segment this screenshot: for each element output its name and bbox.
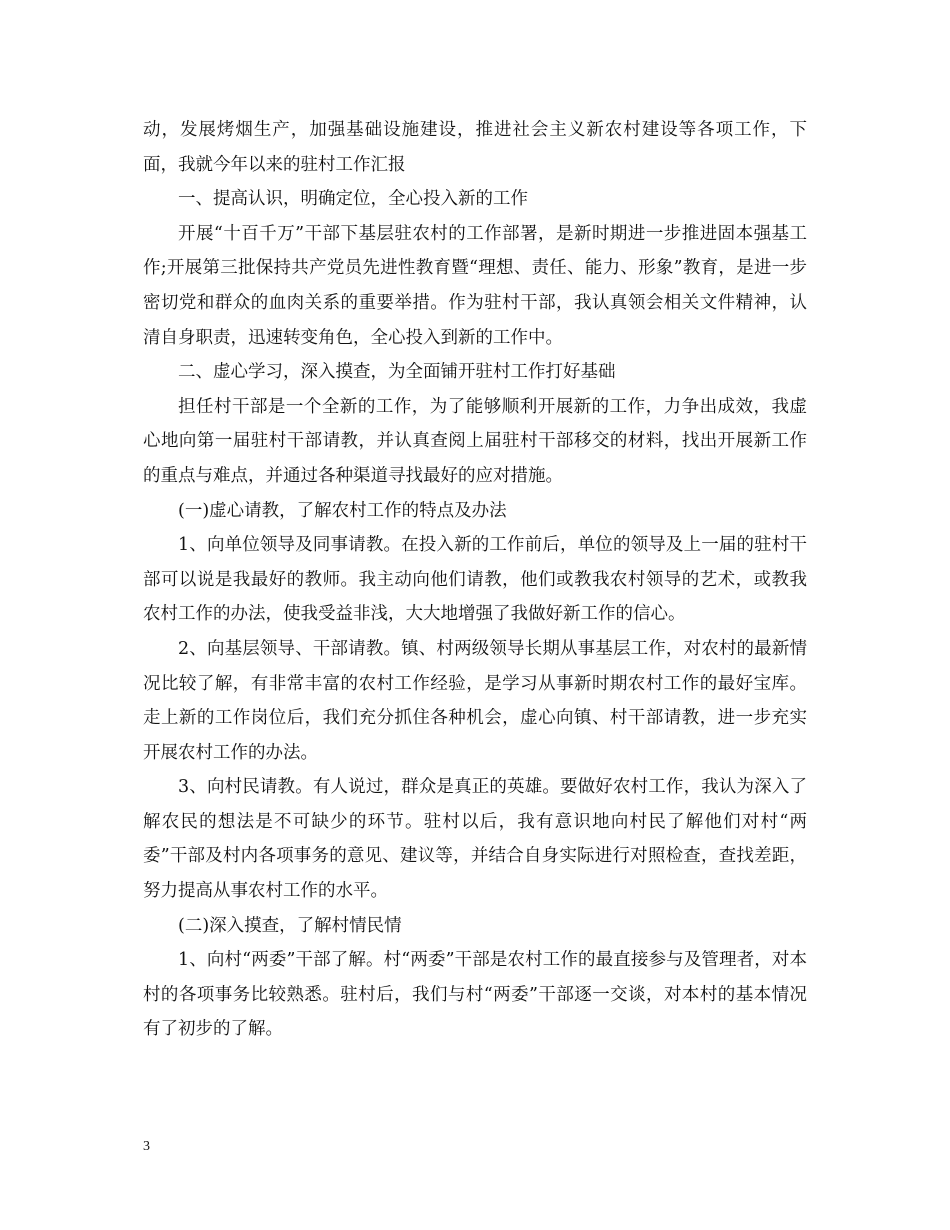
paragraph: 2、向基层领导、干部请教。镇、村两级领导长期从事基层工作，对农村的最新情况比较了解，有非常丰富的农村工作经验，是学习从事新时期农村工作的最好宝库。走上新的工作岗位后，我们充分抓住各种机会，虚心向镇、村干部请教，进一步充实开展农村工作的办法。 [143,638,807,763]
page-number: 3 [143,1139,150,1154]
section-heading-2: 二、虚心学习，深入摸查，为全面铺开驻村工作打好基础 [178,362,616,383]
paragraph: 1、向村“两委”干部了解。村“两委”干部是农村工作的最直接参与及管理者，对本村的各项事务比较熟悉。驻村后，我们与村“两委”干部逐一交谈，对本村的基本情况有了初步的了解。 [143,950,807,1040]
paragraph: 开展“十百千万”干部下基层驻农村的工作部署，是新时期进一步推进固本强基工作;开展第三批保持共产党员先进性教育暨“理想、责任、能力、形象”教育，是进一步密切党和群众的血肉关系的重要举措。作为驻村干部，我认真领会相关文件精神，认清自身职责，迅速转变角色，全心投入到新的工作中。 [143,223,807,348]
paragraph: 担任村干部是一个全新的工作，为了能够顺利开展新的工作，力争出成效，我虚心地向第一届驻村干部请教，并认真查阅上届驻村干部移交的材料，找出开展新工作的重点与难点，并通过各种渠道寻找最好的应对措施。 [143,396,807,486]
paragraph-continued: 动，发展烤烟生产，加强基础设施建设，推进社会主义新农村建设等各项工作，下面，我就今年以来的驻村工作汇报 [143,120,807,175]
section-heading-1: 一、提高认识，明确定位，全心投入新的工作 [178,189,528,210]
paragraph: 1、向单位领导及同事请教。在投入新的工作前后，单位的领导及上一届的驻村干部可以说是我最好的教师。我主动向他们请教，他们或教我农村领导的艺术，或教我农村工作的办法，使我受益非浅，大大地增强了我做好新工作的信心。 [143,535,807,625]
page-body [143,113,807,1047]
subsection-heading-1: (一)虚心请教，了解农村工作的特点及办法 [178,500,507,521]
subsection-heading-2: (二)深入摸查，了解村情民情 [178,915,402,936]
paragraph: 3、向村民请教。有人说过，群众是真正的英雄。要做好农村工作，我认为深入了解农民的想法是不可缺少的环节。驻村以后，我有意识地向村民了解他们对村“两委”干部及村内各项事务的意见、建议等，并结合自身实际进行对照检查，查找差距，努力提高从事农村工作的水平。 [143,777,807,902]
